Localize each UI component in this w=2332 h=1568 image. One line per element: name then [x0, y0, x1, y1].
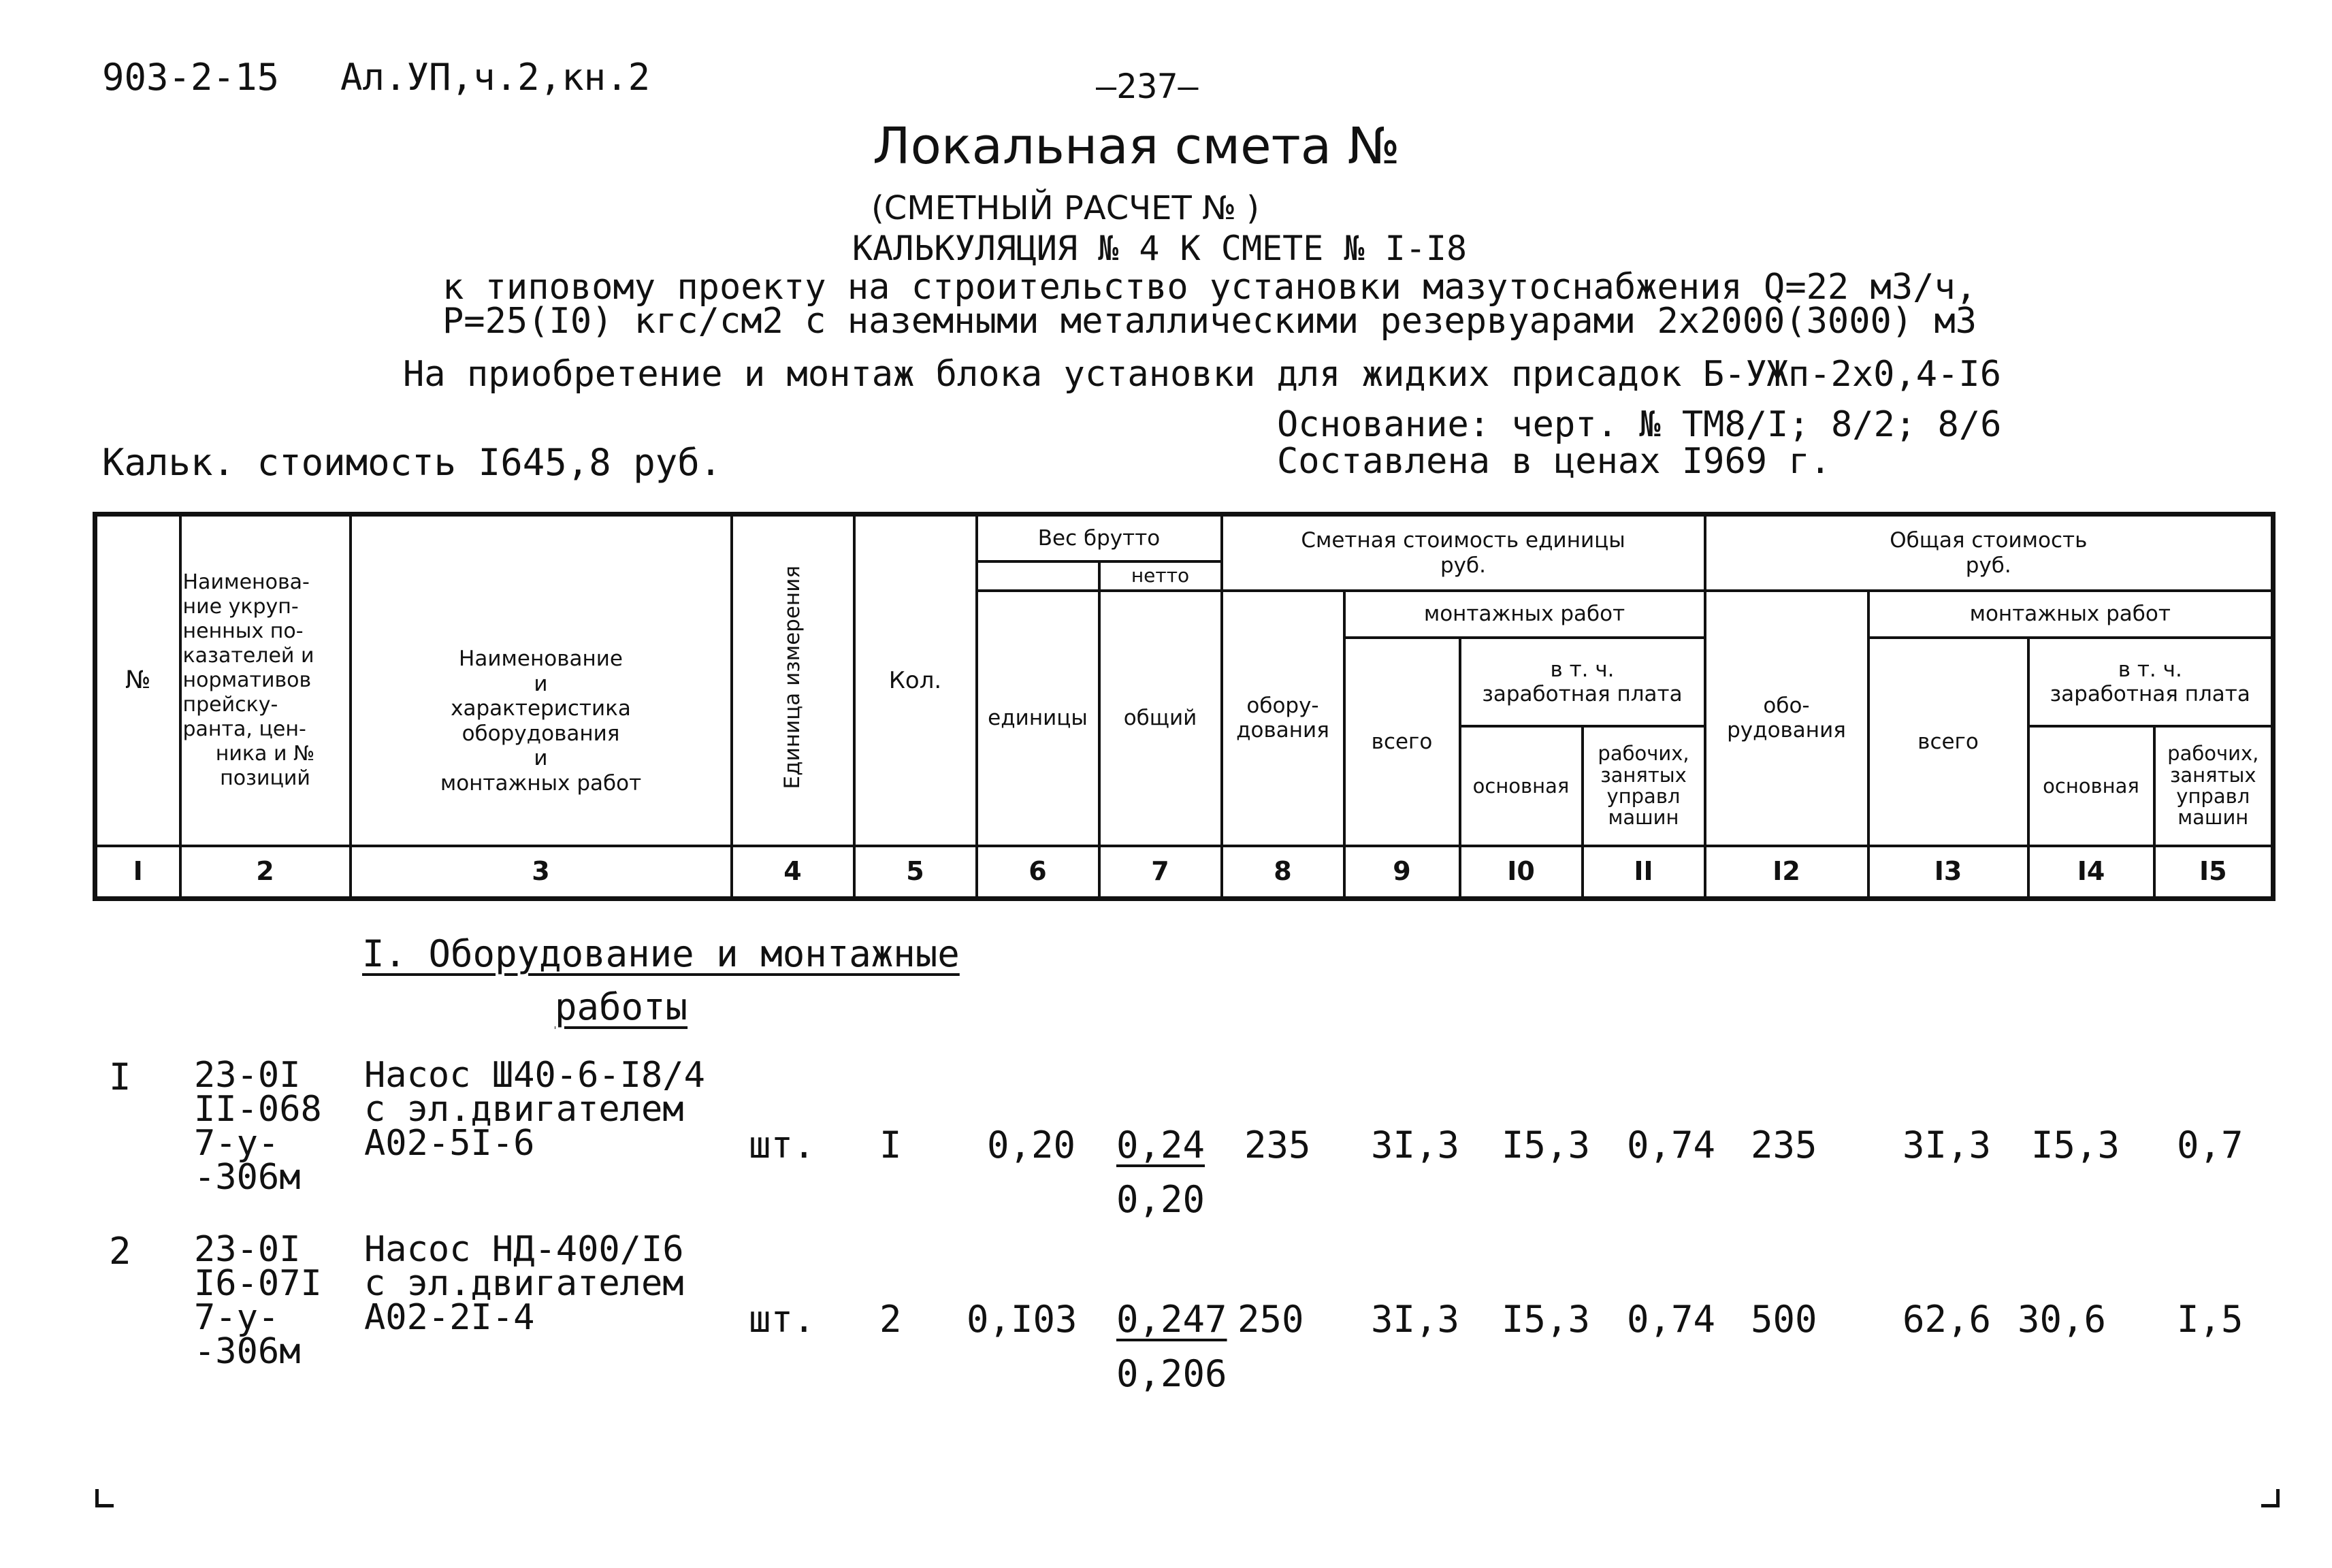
- calc-cost: Кальк. стоимость I645,8 руб.: [102, 441, 722, 484]
- calc-line: КАЛЬКУЛЯЦИЯ № 4 К СМЕТЕ № I-I8: [852, 229, 1468, 268]
- col-num: I0: [1460, 846, 1583, 899]
- row-name: Насос НД-400/I6 с эл.двигателем А02-2I-4: [364, 1229, 684, 1338]
- page-title: Локальная смета №: [873, 117, 1400, 176]
- album-ref: Ал.УП,ч.2,кн.2: [340, 56, 651, 99]
- row-unit: шт.: [749, 1298, 815, 1341]
- row-qty: I: [879, 1124, 902, 1166]
- row-unit-basic: I5,3: [1502, 1298, 1591, 1341]
- project-line-2: P=25(I0) кгс/см2 с наземными металлическими резервуарами 2x2000(3000) м3: [442, 301, 1977, 342]
- header-unit-all: всего: [1344, 638, 1460, 845]
- header-weight-gross: Вес брутто: [977, 514, 1222, 561]
- col-num: I4: [2028, 846, 2154, 899]
- basis-line: Основание: черт. № ТМ8/I; 8/2; 8/6: [1277, 404, 2002, 445]
- col-num: 9: [1344, 846, 1460, 899]
- row-unit-machines: 0,74: [1627, 1298, 1716, 1341]
- col-num: 6: [977, 846, 1099, 899]
- col-num: I: [95, 846, 180, 899]
- header-weight-unit: единицы: [977, 591, 1099, 845]
- col-num: I2: [1705, 846, 1868, 899]
- row-unit-equip: 235: [1244, 1124, 1311, 1166]
- row-unit-all: 3I,3: [1371, 1298, 1460, 1341]
- col-num: I3: [1868, 846, 2028, 899]
- row-weight-unit: 0,I03: [967, 1298, 1078, 1341]
- row-weight-net: 0,206: [1116, 1352, 1227, 1395]
- row-unit-machines: 0,74: [1627, 1124, 1716, 1166]
- row-weight-net: 0,20: [1116, 1178, 1205, 1221]
- header-total-basic: основная: [2028, 726, 2154, 845]
- col-num: 4: [732, 846, 854, 899]
- row-total-machines: 0,7: [2177, 1124, 2244, 1166]
- header-unit: Единица измерения: [732, 514, 854, 846]
- row-no: I: [109, 1056, 131, 1098]
- header-unit-basic: основная: [1460, 726, 1583, 845]
- col-num: 3: [351, 846, 732, 899]
- header-weight-total: общий: [1099, 591, 1222, 845]
- header-col3: Наименование и характеристика оборудования и монтажных работ: [351, 514, 732, 846]
- header-total-mount: монтажных работ: [1868, 591, 2273, 638]
- col-num: 2: [180, 846, 351, 899]
- row-total-basic: 30,6: [2018, 1298, 2107, 1341]
- corner-mark-left: [95, 1489, 114, 1507]
- header-no: №: [95, 514, 180, 846]
- col-num: 8: [1222, 846, 1344, 899]
- row-code: 23-0I II-068 7-у- -306м: [194, 1055, 322, 1198]
- doc-code: 903-2-15: [102, 56, 280, 99]
- col-num: I5: [2154, 846, 2273, 899]
- page-number: —237—: [1096, 67, 1199, 106]
- header-total-cost: Общая стоимость руб.: [1705, 514, 2273, 591]
- row-unit: шт.: [749, 1124, 815, 1166]
- corner-mark-right: [2261, 1489, 2280, 1507]
- section-heading: [362, 932, 960, 975]
- header-unit-mount: монтажных работ: [1344, 591, 1705, 638]
- prices-year: Составлена в ценах I969 г.: [1277, 441, 1831, 482]
- row-qty: 2: [879, 1298, 902, 1341]
- header-unit-incl: в т. ч. заработная плата: [1460, 638, 1705, 726]
- row-no: 2: [109, 1230, 131, 1273]
- header-total-equip: обо- рудования: [1705, 591, 1868, 845]
- section-heading-2: [555, 985, 687, 1028]
- estimate-header-table: [93, 512, 2276, 901]
- col-num: 7: [1099, 846, 1222, 899]
- row-total-equip: 500: [1751, 1298, 1817, 1341]
- project-line-1: к типовому проекту на строительство установки мазутоснабжения Q=22 м3/ч,: [442, 267, 1977, 308]
- row-total-all: 62,6: [1902, 1298, 1992, 1341]
- row-weight-gross: 0,247: [1116, 1298, 1227, 1341]
- section-heading-line1: I. Оборудование и монтажные: [362, 932, 960, 975]
- purpose-line: На приобретение и монтаж блока установки для жидких присадок Б-УЖп-2х0,4-I6: [403, 354, 2001, 395]
- row-total-equip: 235: [1751, 1124, 1817, 1166]
- header-unit-cost: Сметная стоимость единицы руб.: [1222, 514, 1705, 591]
- col-num: II: [1583, 846, 1705, 899]
- row-unit-basic: I5,3: [1502, 1124, 1591, 1166]
- row-weight-gross: 0,24: [1116, 1124, 1205, 1166]
- header-unit-machines: рабочих, занятых управл машин: [1583, 726, 1705, 845]
- row-total-basic: I5,3: [2031, 1124, 2120, 1166]
- row-code: 23-0I I6-07I 7-у- -306м: [194, 1229, 322, 1372]
- row-weight-unit: 0,20: [987, 1124, 1076, 1166]
- row-unit-equip: 250: [1237, 1298, 1304, 1341]
- row-unit-all: 3I,3: [1371, 1124, 1460, 1166]
- header-total-all: всего: [1868, 638, 2028, 845]
- row-total-all: 3I,3: [1902, 1124, 1992, 1166]
- header-total-incl: в т. ч. заработная плата: [2028, 638, 2273, 726]
- col-num: 5: [854, 846, 977, 899]
- section-heading-line2: работы: [555, 985, 688, 1028]
- header-qty: Кол.: [854, 514, 977, 846]
- header-total-machines: рабочих, занятых управл машин: [2154, 726, 2273, 845]
- row-total-machines: I,5: [2177, 1298, 2244, 1341]
- header-unit-equip: обору- дования: [1222, 591, 1344, 845]
- subtitle: (СМЕТНЫЙ РАСЧЕТ № ): [871, 189, 1259, 227]
- row-name: Насос Ш40-6-I8/4 с эл.двигателем А02-5I-6: [364, 1055, 705, 1164]
- header-weight-net: нетто: [1099, 561, 1222, 591]
- header-col2: Наименова- ние укруп- ненных по- казателей и нормативов прейску- ранта, цен- ника и № позиций: [180, 514, 351, 846]
